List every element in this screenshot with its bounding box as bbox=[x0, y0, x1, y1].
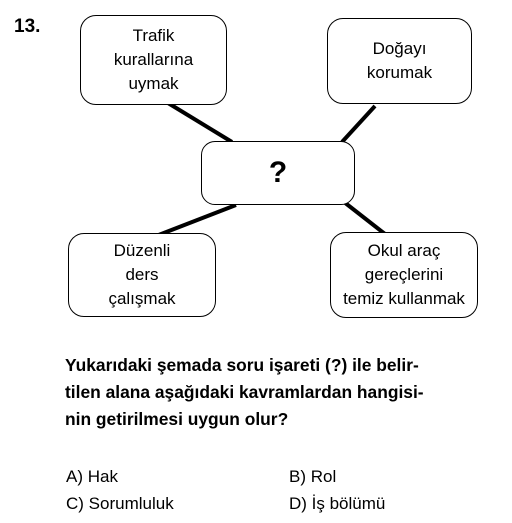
box-clean-school-supplies bbox=[330, 232, 478, 318]
option-b[interactable]: B) Rol bbox=[289, 467, 337, 486]
box-traffic-rules bbox=[80, 15, 227, 105]
option-c[interactable]: C) Sorumluluk bbox=[66, 494, 174, 513]
box-regular-study-label: Düzenli ders çalışmak bbox=[108, 241, 176, 308]
question-line-3: nin getirilmesi uygun olur? bbox=[65, 409, 289, 429]
connector-top-left bbox=[168, 103, 232, 142]
question-number: 13. bbox=[14, 16, 41, 37]
connector-bottom-right bbox=[344, 202, 385, 234]
box-protect-nature bbox=[327, 18, 472, 104]
box-clean-school-supplies-label: Okul araç gereçlerini temiz kullanmak bbox=[343, 241, 465, 308]
question-line-2: tilen alana aşağıdaki kavramlardan hangisi- bbox=[65, 382, 424, 402]
center-question-box bbox=[201, 141, 355, 205]
connector-top-right bbox=[342, 106, 375, 142]
option-d[interactable]: D) İş bölümü bbox=[289, 494, 386, 513]
option-a[interactable]: A) Hak bbox=[66, 467, 118, 486]
connector-bottom-left bbox=[156, 205, 236, 236]
question-text bbox=[65, 352, 505, 433]
question-line-1: Yukarıdaki şemada soru işareti (?) ile belir- bbox=[65, 355, 419, 375]
box-traffic-rules-label: Trafik kurallarına uymak bbox=[113, 26, 194, 93]
box-protect-nature-label: Doğayı korumak bbox=[366, 39, 433, 82]
box-regular-study bbox=[68, 233, 216, 317]
center-question-mark: ? bbox=[268, 156, 288, 189]
